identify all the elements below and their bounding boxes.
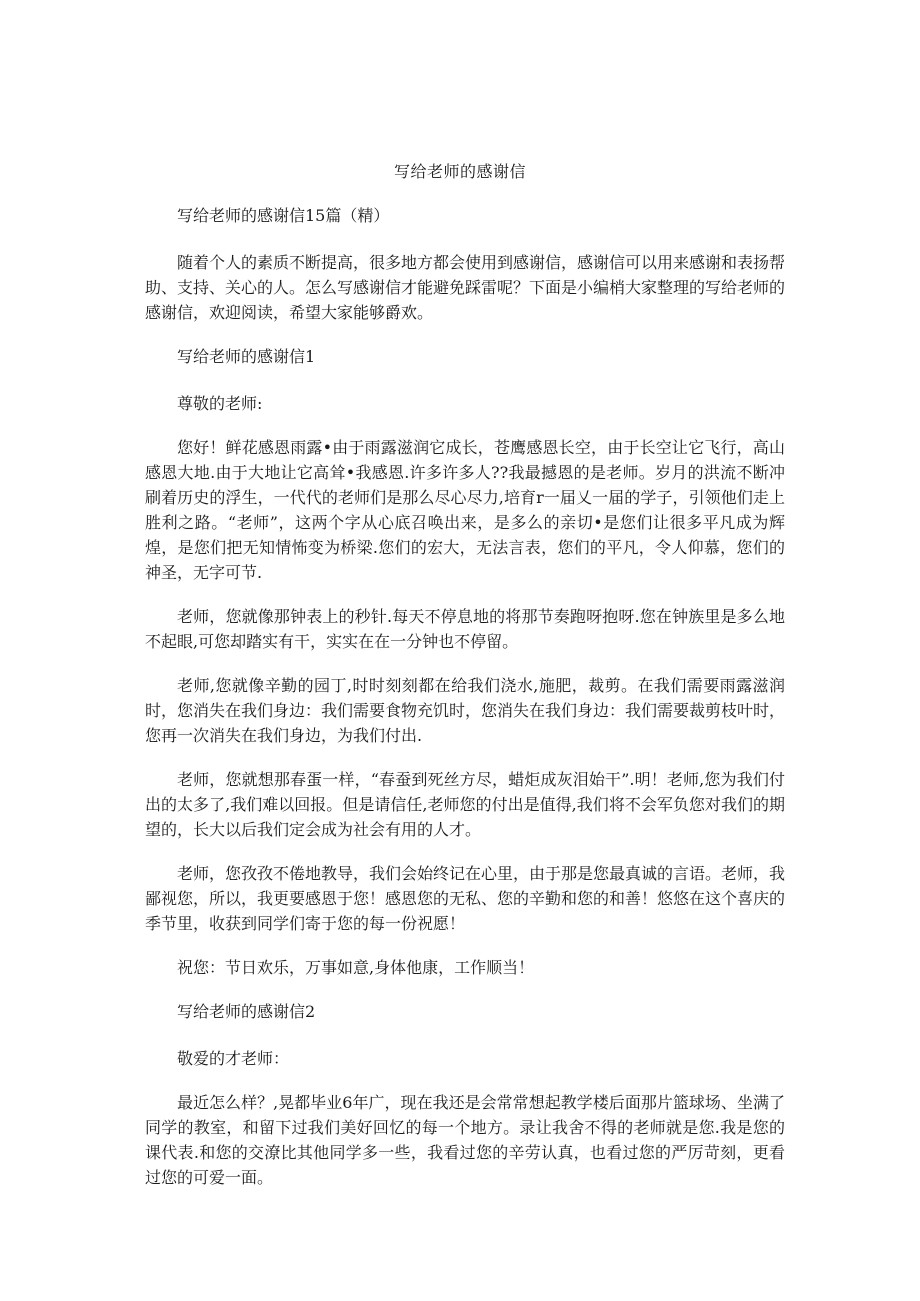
- letter-1-paragraph: 老师，您就像那钟表上的秒针.每天不停息地的将那节奏跑呀抱呀.您在钟族里是多么地不起眼,可您却踏实有干，实实在在一分钟也不停留。: [145, 607, 785, 651]
- letter-2-heading: 写给老师的感谢信2: [177, 1002, 316, 1021]
- document-title: 写给老师的感谢信: [393, 162, 526, 181]
- letter-2-paragraph: 最近怎么样？,晃都毕业6年广，现在我还是会常常想起教学楼后面那片篮球场、坐满了同学的教室，和留下过我们美好回忆的每一个地方。录让我舍不得的老师就是您.我是您的课代表.和您的交潦比其他同学多一些，我看过您的辛劳认真，也看过您的严厉苛刻，更看过您的可爱一面。: [145, 1093, 785, 1187]
- letter-1-paragraph: 您好！鲜花感恩雨露•由于雨露滋润它成长，苍鹰感恩长空，由于长空让它飞行，高山感恩大地.由于大地让它高耸•我感恩.许多许多人??我最撼恩的是老师。岁月的洪流不断冲刷着历史的浮生，一代代的老师们是那么尽心尽力,培育r一届乂一届的学子，引领他们走上胜利之路。“老师”，这两个字从心底召唤出来，是多么的亲切•是您们让很多平凡成为辉煌，是您们把无知情怖变为桥梁.您们的宏大，无法言表，您们的平凡，令人仰慕，您们的神圣，无字可节.: [145, 438, 785, 582]
- letter-1-heading: 写给老师的感谢信1: [177, 347, 316, 366]
- letter-1-paragraph: 老师，您孜孜不倦地教导，我们会始终记在心里，由于那是您最真诚的言语。老师，我鄙视您，所以，我更要感恩于您！感恩您的无私、您的辛勤和您的和善！悠悠在这个喜庆的季节里，收获到同学们寄于您的每一份祝愿！: [145, 864, 786, 933]
- letter-1-paragraph: 老师，您就想那春蛋一样，“春蚕到死丝方尽，蜡炬成灰泪始干”.明！老师,您为我们付出的太多了,我们难以回报。但是请信任,老师您的付出是值得,我们将不会军负您对我们的期望的，长大以后我们定会成为社会有用的人才。: [145, 770, 785, 839]
- letter-1-salutation: 尊敬的老师:: [177, 394, 263, 413]
- letter-1-closing: 祝您：节日欢乐，万事如意,身体他康，工作顺当！: [177, 958, 535, 977]
- collection-heading: 写给老师的感谢信15篇（精）: [177, 206, 390, 225]
- letter-1-paragraph: 老师,您就像辛勤的园丁,时时刻刻都在给我们浇水,施肥，裁剪。在我们需要雨露滋润时，您消失在我们身边：我们需要食物充饥时，您消失在我们身边：我们需要裁剪枝叶时，您再一次消失在我们身边，为我们付出.: [145, 676, 786, 745]
- document-body: [145, 203, 785, 1209]
- letter-2-salutation: 敬爱的才老师：: [177, 1049, 290, 1068]
- intro-paragraph: 随着个人的素质不断提高，很多地方都会使用到感谢信，感谢信可以用来感谢和表扬帮助、支持、关心的人。怎么写感谢信才能避免踩雷呢？下面是小编梢大家整理的写给老师的感谢信，欢迎阅读，希望大家能够爵欢。: [145, 253, 786, 322]
